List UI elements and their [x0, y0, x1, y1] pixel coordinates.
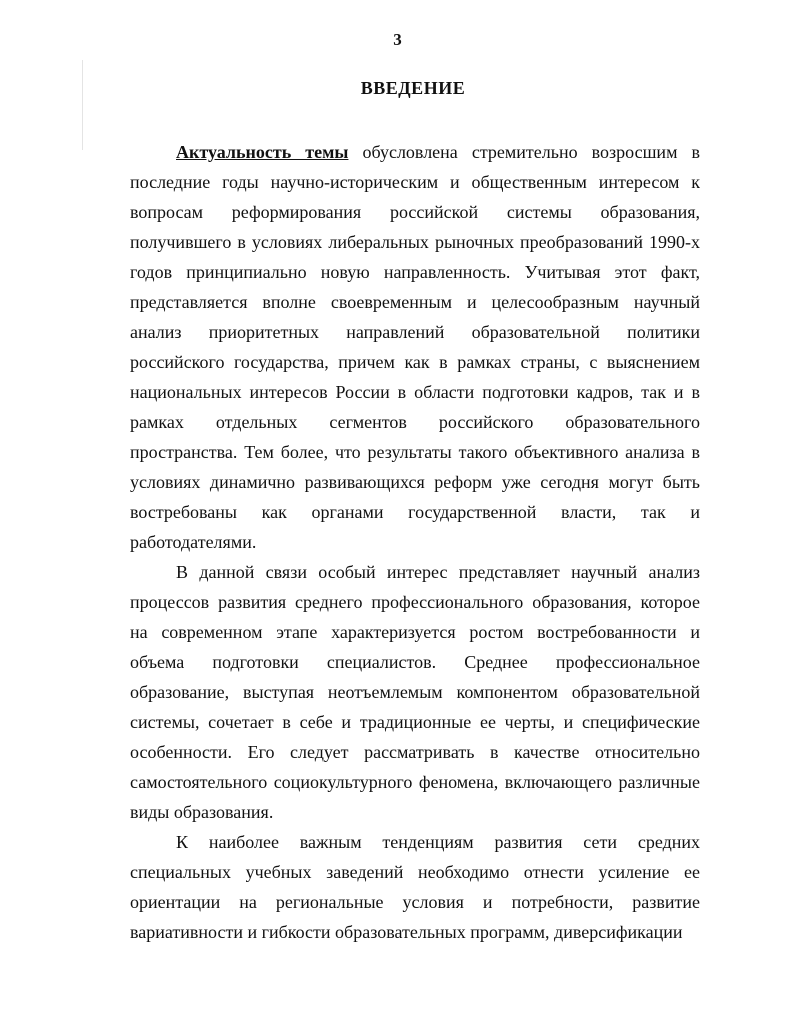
section-heading: ВВЕДЕНИЕ — [360, 78, 466, 98]
paragraph-text: обусловлена стремительно возросшим в последние годы научно-историческим и общественным интересом к вопросам реформирования российской системы образования, получившего в условиях либеральных рыночных преобразований 1990-х годов принципиально новую направленность. Учитывая этот факт, представляется вполне своевременным и целесообразным научный анализ приоритетных направлений образовательной политики российского государства, причем как в рамках страны, с выяснением национальных интересов России в области подготовки кадров, так и в рамках отдельных сегментов российского образовательного пространства. Тем более, что результаты такого объективного анализа в условиях динамично развивающихся реформ уже сегодня могут быть востребованы как органами государственной власти, так и работодателями. — [130, 142, 700, 552]
lead-term: Актуальность темы — [176, 142, 349, 162]
body-text — [130, 137, 700, 947]
paragraph-secondary-education: В данной связи особый интерес представляет научный анализ процессов развития среднего профессионального образования, которое на современном этапе характеризуется ростом востребованности и объема подготовки специалистов. Среднее профессиональное образование, выступая неотъемлемым компонентом образовательной системы, сочетает в себе и традиционные ее черты, и специфические особенности. Его следует рассматривать в качестве относительно самостоятельного социокультурного феномена, включающего различные виды образования. — [130, 562, 700, 822]
page-number: 3 — [393, 30, 402, 49]
paragraph-trends: К наиболее важным тенденциям развития сети средних специальных учебных заведений необходимо отнести усиление ее ориентации на региональные условия и потребности, развитие вариативности и гибкости образовательных программ, диверсификации — [130, 832, 700, 942]
paragraph-relevance — [130, 137, 700, 557]
scan-margin-line — [82, 60, 83, 150]
